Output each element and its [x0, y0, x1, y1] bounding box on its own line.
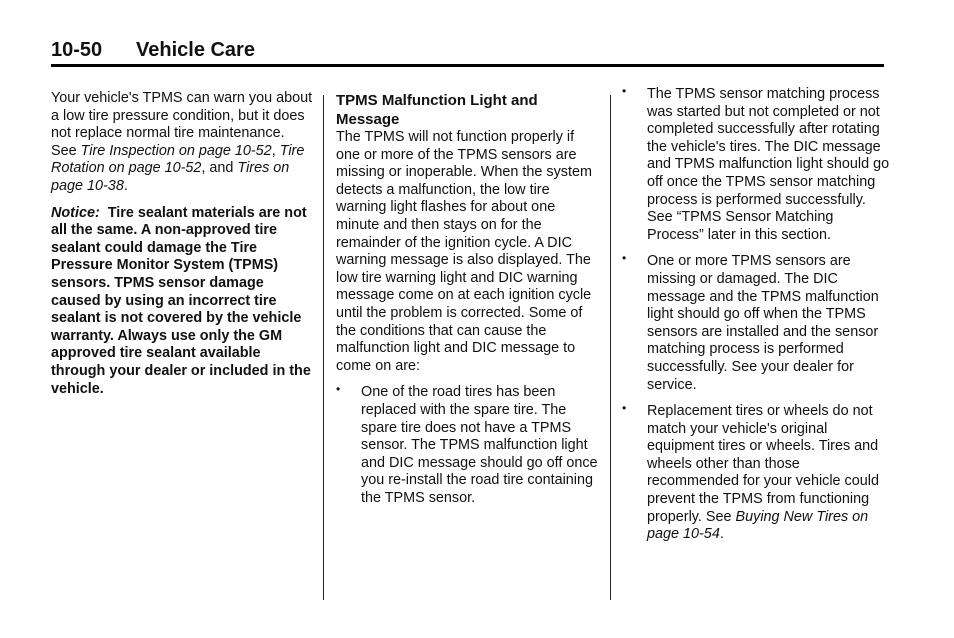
intro-paragraph: Your vehicle's TPMS can warn you about a low tire pressure condition, but it does not replace normal tire maintenance. See Tire Inspection on page 10-52, Tire Rotation on page 10-52, and Tires on page 10-38.: [51, 90, 313, 194]
column-3: [622, 86, 892, 553]
xref-tires[interactable]: Tires on page 10-38: [51, 160, 290, 194]
list-item: • The TPMS sensor matching process was started but not completed or not completed successfully after rotating the vehicle's tires. The DIC message and TPMS malfunction light should go off once the TPMS sensor matching process is performed successfully. See “TPMS Sensor Matching Process” later in this section.: [622, 84, 890, 243]
notice-text: Tire sealant materials are not all the same. A non-approved tire sealant could damage the Tire Pressure Monitor System (TPMS) sensors. TPMS sensor damage caused by using an incorrect tire sealant is not covered by the vehicle warranty. Always use only the GM approved tire sealant available through your dealer or included in the vehicle.: [51, 204, 311, 397]
page-number: 10-50: [51, 39, 103, 61]
xref-tire-rotation[interactable]: Tire Rotation on page 10-52: [51, 142, 305, 177]
column-1: [51, 90, 313, 398]
column-2: [336, 92, 600, 516]
column-divider: [323, 95, 324, 600]
bullet-icon: •: [336, 382, 341, 397]
list-item: • One or more TPMS sensors are missing or damaged. The DIC message and the TPMS malfunction light should go off when the TPMS sensors are installed and the sensor matching process is performed successfully. See your dealer for service.: [622, 251, 879, 393]
page-header: [51, 38, 884, 66]
notice-paragraph: [51, 205, 313, 399]
bullet-icon: •: [622, 401, 627, 416]
body-paragraph: The TPMS will not function properly if one or more of the TPMS sensors are missing or inoperable. When the system detects a malfunction, the low tire warning light flashes for about one minute and then stays on for the remainder of the ignition cycle. A DIC warning message is also displayed. The low tire warning light and DIC warning message come on at each ignition cycle until the problem is corrected. Some of the conditions that can cause the malfunction light and DIC message to come on are:: [336, 129, 592, 374]
section-heading: TPMS Malfunction Light and Message: [336, 92, 538, 128]
bullet-icon: •: [622, 84, 627, 98]
xref-tire-inspection[interactable]: Tire Inspection on page 10-52: [80, 142, 272, 159]
column-divider: [610, 95, 611, 600]
header-rule: [51, 64, 884, 67]
xref-buying-new-tires[interactable]: Buying New Tires on page 10-54: [647, 508, 869, 543]
list-item: • One of the road tires has been replaced with the spare tire. The spare tire does not have a TPMS sensor. The TPMS malfunction light and DIC message should go off once you re-install the road tire containing the TPMS sensor.: [336, 382, 598, 506]
section-title: Vehicle Care: [136, 39, 255, 61]
notice-label: Notice:: [51, 204, 100, 221]
bullet-icon: •: [622, 251, 627, 266]
list-item: • Replacement tires or wheels do not match your vehicle's original equipment tires or wheels. Tires and wheels other than those recommended for your vehicle could prevent the TPMS from functioning properly. See Buying New Tires on page 10-54.: [622, 401, 879, 543]
